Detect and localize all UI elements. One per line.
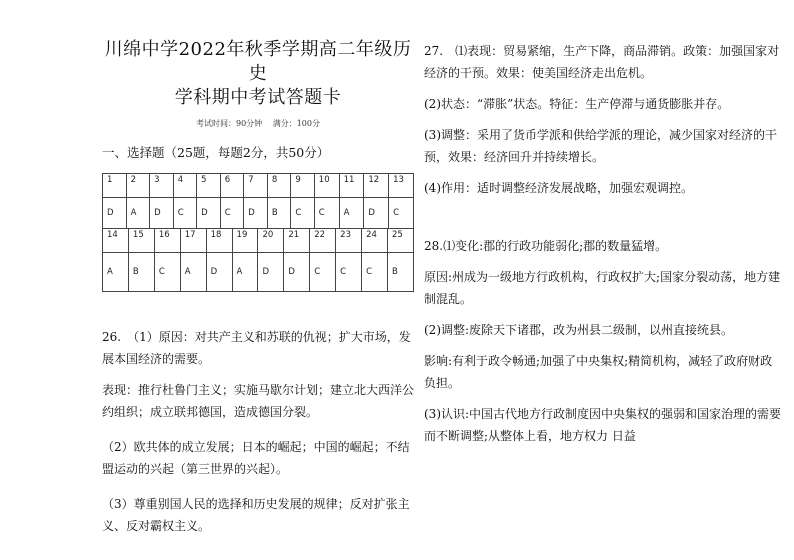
answer-cell: D <box>150 198 174 229</box>
answer-row <box>103 198 414 229</box>
question-number-cell: 4 <box>173 174 196 198</box>
q26-part2: 表现：推行杜鲁门主义；实施马歇尔计划；建立北大西洋公约组织；成立联邦德国，造成德国分裂。 <box>102 383 415 419</box>
answer-table-1 <box>102 173 414 229</box>
question-number-cell: 23 <box>336 229 362 253</box>
q27-part1: 27. ⑴表现：贸易紧缩，生产下降，商品滞销。政策：加强国家对经济的干预。效果：使美国经济走出危机。 <box>424 44 780 80</box>
question-number-cell: 5 <box>197 174 221 198</box>
q28-part5: (3)认识:中国古代地方行政制度因中央集权的强弱和国家治理的需要而不断调整;从整体上看，地方权力 日益 <box>424 407 782 443</box>
question-number-cell: 16 <box>154 229 180 253</box>
question-number-cell: 3 <box>150 174 174 198</box>
q26-part4: （3）尊重别国人民的选择和历史发展的规律；反对扩张主义、反对霸权主义。 <box>102 497 410 533</box>
answer-cell: D <box>364 198 389 229</box>
question-27 <box>424 40 784 199</box>
answer-cell: C <box>173 198 196 229</box>
exam-time: 考试时间：90分钟 <box>195 119 263 128</box>
question-number-cell: 25 <box>387 229 413 253</box>
title-line-2: 学科期中考试答题卡 <box>174 87 342 108</box>
question-number-cell: 7 <box>244 174 268 198</box>
answer-cell: B <box>267 198 290 229</box>
answer-cell: B <box>128 253 154 292</box>
answer-cell: A <box>339 198 364 229</box>
answer-cell: C <box>314 198 339 229</box>
question-number-cell: 6 <box>220 174 243 198</box>
q28-part3: (2)调整:废除天下诸郡，改为州县二级制，以州直接统县。 <box>424 323 734 337</box>
answer-cell: C <box>220 198 243 229</box>
title-line-1: 川绵中学2022年秋季学期高二年级历史 <box>104 39 412 84</box>
answer-cell: C <box>310 253 336 292</box>
answer-cell: A <box>103 253 129 292</box>
question-28 <box>424 235 784 447</box>
answer-cell: A <box>232 253 258 292</box>
number-row <box>103 174 414 198</box>
question-number-cell: 15 <box>128 229 154 253</box>
answer-cell: D <box>244 198 268 229</box>
q26-part3: （2）欧共体的成立发展；日本的崛起；中国的崛起；不结盟运动的兴起（第三世界的兴起）。 <box>102 440 410 476</box>
full-score: 满分：100分 <box>272 119 320 128</box>
question-number-cell: 9 <box>291 174 314 198</box>
answer-cell: D <box>103 198 127 229</box>
right-column <box>424 40 784 447</box>
answer-cell: C <box>154 253 180 292</box>
question-number-cell: 12 <box>364 174 389 198</box>
exam-meta <box>102 118 414 129</box>
answer-cell: D <box>197 198 221 229</box>
question-number-cell: 1 <box>103 174 127 198</box>
question-number-cell: 10 <box>314 174 339 198</box>
q28-part1: 28.⑴变化:郡的行政功能弱化;郡的数量猛增。 <box>424 239 668 253</box>
q26-part1: 26. （1）原因：对共产主义和苏联的仇视；扩大市场，发展本国经济的需要。 <box>102 330 411 366</box>
answer-row <box>103 253 414 292</box>
answer-cell: D <box>206 253 232 292</box>
section-1-heading: 一、选择题（25题，每题2分，共50分） <box>102 145 330 160</box>
question-number-cell: 11 <box>339 174 364 198</box>
q28-part4: 影响:有利于政令畅通;加强了中央集权;精简机构，减轻了政府财政负担。 <box>424 354 773 390</box>
left-column <box>102 38 414 537</box>
question-number-cell: 20 <box>258 229 284 253</box>
answer-cell: A <box>180 253 206 292</box>
q27-part4: (4)作用：适时调整经济发展战略，加强宏观调控。 <box>424 181 693 195</box>
q27-part2: (2)状态：“滞胀”状态。特征：生产停滞与通货膨胀并存。 <box>424 97 730 111</box>
question-number-cell: 19 <box>232 229 258 253</box>
page-title <box>102 38 414 110</box>
question-number-cell: 18 <box>206 229 232 253</box>
question-number-cell: 13 <box>389 174 414 198</box>
question-26 <box>102 326 414 537</box>
question-number-cell: 21 <box>284 229 310 253</box>
question-number-cell: 2 <box>126 174 149 198</box>
answer-cell: D <box>258 253 284 292</box>
question-number-cell: 8 <box>267 174 290 198</box>
q27-part3: (3)调整：采用了货币学派和供给学派的理论，减少国家对经济的干预，效果：经济回升并持续增长。 <box>424 128 778 164</box>
answer-table-2 <box>102 228 414 292</box>
question-number-cell: 24 <box>362 229 388 253</box>
answer-cell: A <box>126 198 149 229</box>
question-number-cell: 14 <box>103 229 129 253</box>
answer-cell: B <box>387 253 413 292</box>
q28-part2: 原因:州成为一级地方行政机构，行政权扩大;国家分裂动荡，地方建制混乱。 <box>424 270 781 306</box>
answer-cell: C <box>389 198 414 229</box>
number-row <box>103 229 414 253</box>
answer-cell: C <box>336 253 362 292</box>
answer-cell: C <box>291 198 314 229</box>
answer-cell: C <box>362 253 388 292</box>
answer-cell: D <box>284 253 310 292</box>
question-number-cell: 22 <box>310 229 336 253</box>
question-number-cell: 17 <box>180 229 206 253</box>
